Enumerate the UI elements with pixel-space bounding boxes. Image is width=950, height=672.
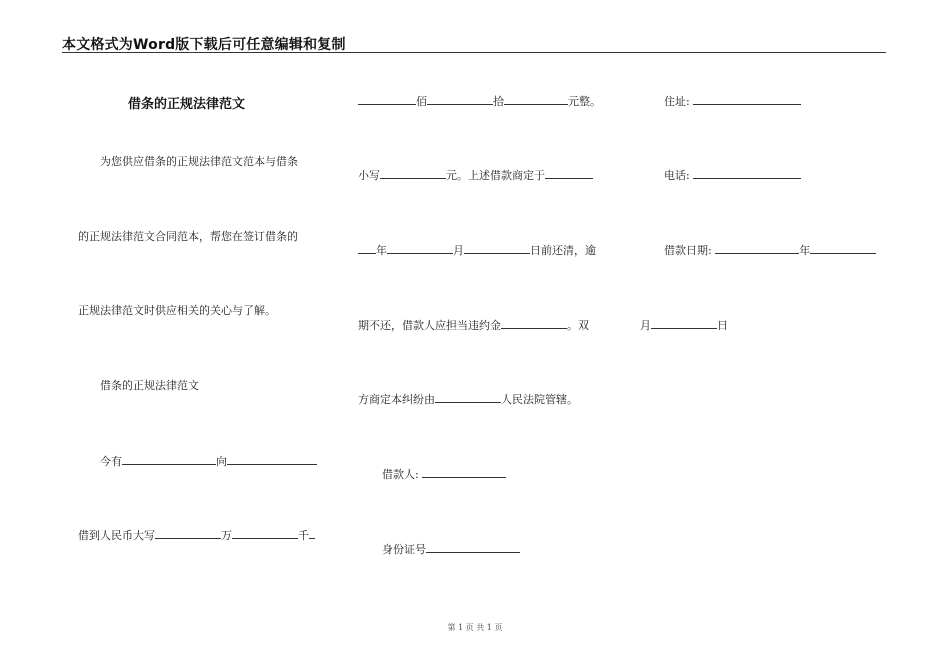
renmin-fayuan-label: 人民法院管辖。 — [501, 393, 578, 406]
amount-wan-blank[interactable] — [155, 528, 221, 539]
intro-line-3: 正规法律范文时供应相关的关心与了解。 — [78, 304, 276, 317]
address-blank[interactable] — [693, 94, 801, 105]
address-label: 住址: — [664, 95, 690, 108]
shuang-label: 。双 — [567, 319, 589, 332]
lender-line — [100, 454, 317, 469]
xiao-xie-label: 小写 — [358, 169, 380, 182]
jie-dao-label: 借到人民币大写 — [78, 529, 155, 542]
phone-label: 电话: — [664, 169, 690, 182]
intro-line-1: 为您供应借条的正规法律范文范本与借条 — [100, 155, 298, 168]
repay-date-line — [358, 243, 596, 258]
amount-qian-blank[interactable] — [232, 528, 298, 539]
loan-yue-label: 月 — [640, 319, 651, 332]
id-number-blank[interactable] — [426, 542, 520, 553]
amount-lower-blank[interactable] — [380, 168, 446, 179]
amount-shi-blank[interactable] — [427, 94, 493, 105]
date-label: 借款日期: — [664, 244, 712, 257]
repay-year-pre-blank[interactable] — [545, 168, 593, 179]
amount-qian-tail-blank[interactable] — [309, 528, 315, 539]
repay-year-blank[interactable] — [358, 243, 376, 254]
bai-label: 佰 — [416, 95, 427, 108]
court-name-blank[interactable] — [435, 392, 501, 403]
loan-nian-label: 年 — [799, 244, 811, 257]
document-header: 本文格式为Word版下载后可任意编辑和复制 — [62, 37, 346, 53]
loan-year-blank[interactable] — [715, 243, 799, 254]
section-subtitle: 借条的正规法律范文 — [100, 379, 199, 392]
document-title: 借条的正规法律范文 — [128, 97, 246, 112]
loan-ri-label: 日 — [717, 319, 728, 332]
repay-yue-label: 月 — [453, 244, 464, 257]
loan-day-blank[interactable] — [651, 318, 717, 329]
repay-month-blank[interactable] — [387, 243, 453, 254]
fang-shangding-label: 方商定本纠纷由 — [358, 393, 435, 406]
ri-qian-label: 日前还清，逾 — [530, 244, 596, 257]
wan-label: 万 — [221, 529, 232, 542]
lender-name-blank[interactable] — [122, 454, 216, 465]
amount-upper-line — [78, 528, 315, 543]
amount-bai-line — [358, 94, 601, 109]
court-line — [358, 392, 578, 407]
penalty-amount-blank[interactable] — [501, 318, 567, 329]
penalty-label: 期不还，借款人应担当违约金 — [358, 319, 501, 332]
yuan-zheng-label: 元整。 — [568, 95, 601, 108]
loan-month-line — [640, 318, 728, 333]
penalty-line — [358, 318, 589, 333]
amount-bai-blank[interactable] — [358, 94, 416, 105]
loan-date-line — [664, 243, 876, 258]
phone-blank[interactable] — [693, 168, 801, 179]
jin-you-label: 今有 — [100, 455, 122, 468]
borrower-signature-line — [382, 467, 506, 482]
address-line — [664, 94, 801, 109]
qian-label: 千 — [298, 529, 309, 542]
repay-nian-label: 年 — [376, 244, 387, 257]
header-rule — [62, 52, 886, 53]
borrower-label: 借款人: — [382, 468, 419, 481]
id-number-line — [382, 542, 520, 557]
borrower-name-blank[interactable] — [227, 454, 317, 465]
loan-month-pre-blank[interactable] — [810, 243, 876, 254]
xiang-label: 向 — [216, 455, 227, 468]
page-footer: 第 1 页 共 1 页 — [447, 623, 503, 632]
borrower-signature-blank[interactable] — [422, 467, 506, 478]
yuan-shangshu-label: 元。上述借款商定于 — [446, 169, 545, 182]
intro-line-2: 的正规法律范文合同范本，帮您在签订借条的 — [78, 230, 298, 243]
amount-lower-line — [358, 168, 593, 183]
shi-label: 拾 — [493, 95, 504, 108]
id-label: 身份证号 — [382, 543, 426, 556]
amount-yuan-blank[interactable] — [504, 94, 568, 105]
repay-day-blank[interactable] — [464, 243, 530, 254]
phone-line — [664, 168, 801, 183]
